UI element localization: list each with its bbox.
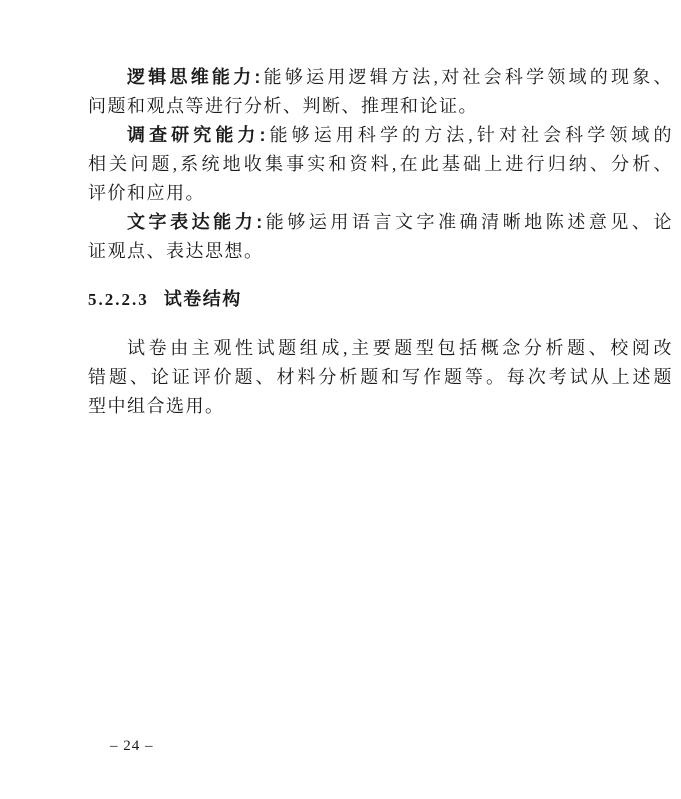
text-line bbox=[88, 121, 673, 150]
text-line: 问题和观点等进行分析、判断、推理和论证。 bbox=[88, 96, 478, 116]
document-body bbox=[88, 63, 673, 421]
text-line bbox=[88, 208, 673, 237]
paragraph-research-ability bbox=[88, 121, 673, 208]
text-line bbox=[88, 63, 673, 92]
section-title: 试卷结构 bbox=[163, 289, 242, 309]
text-line: 评价和应用。 bbox=[88, 183, 205, 203]
text-line: 试卷由主观性试题组成,主要题型包括概念分析题、校阅改 bbox=[127, 338, 673, 358]
paragraph-writing-ability bbox=[88, 208, 673, 266]
page-number: – 24 – bbox=[110, 738, 154, 754]
section-heading bbox=[88, 286, 673, 314]
text-line: 相关问题,系统地收集事实和资料,在此基础上进行归纳、分析、 bbox=[88, 154, 673, 174]
line-text: 能够运用逻辑方法,对社会科学领域的现象、 bbox=[261, 67, 674, 87]
paragraph-logical-thinking bbox=[88, 63, 673, 121]
text-line: 错题、论证评价题、材料分析题和写作题等。每次考试从上述题 bbox=[88, 367, 673, 387]
paragraph-exam-structure bbox=[88, 334, 673, 421]
ability-term: 逻辑思维能力: bbox=[127, 67, 262, 87]
text-line: 证观点、表达思想。 bbox=[88, 241, 264, 261]
line-text: 能够运用科学的方法,针对社会科学领域的 bbox=[266, 125, 674, 145]
ability-term: 调查研究能力: bbox=[127, 125, 267, 145]
line-text: 能够运用语言文字准确清晰地陈述意见、论 bbox=[263, 212, 673, 232]
text-line: 型中组合选用。 bbox=[88, 396, 225, 416]
ability-term: 文字表达能力: bbox=[127, 212, 264, 232]
section-number: 5.2.2.3 bbox=[88, 290, 149, 309]
